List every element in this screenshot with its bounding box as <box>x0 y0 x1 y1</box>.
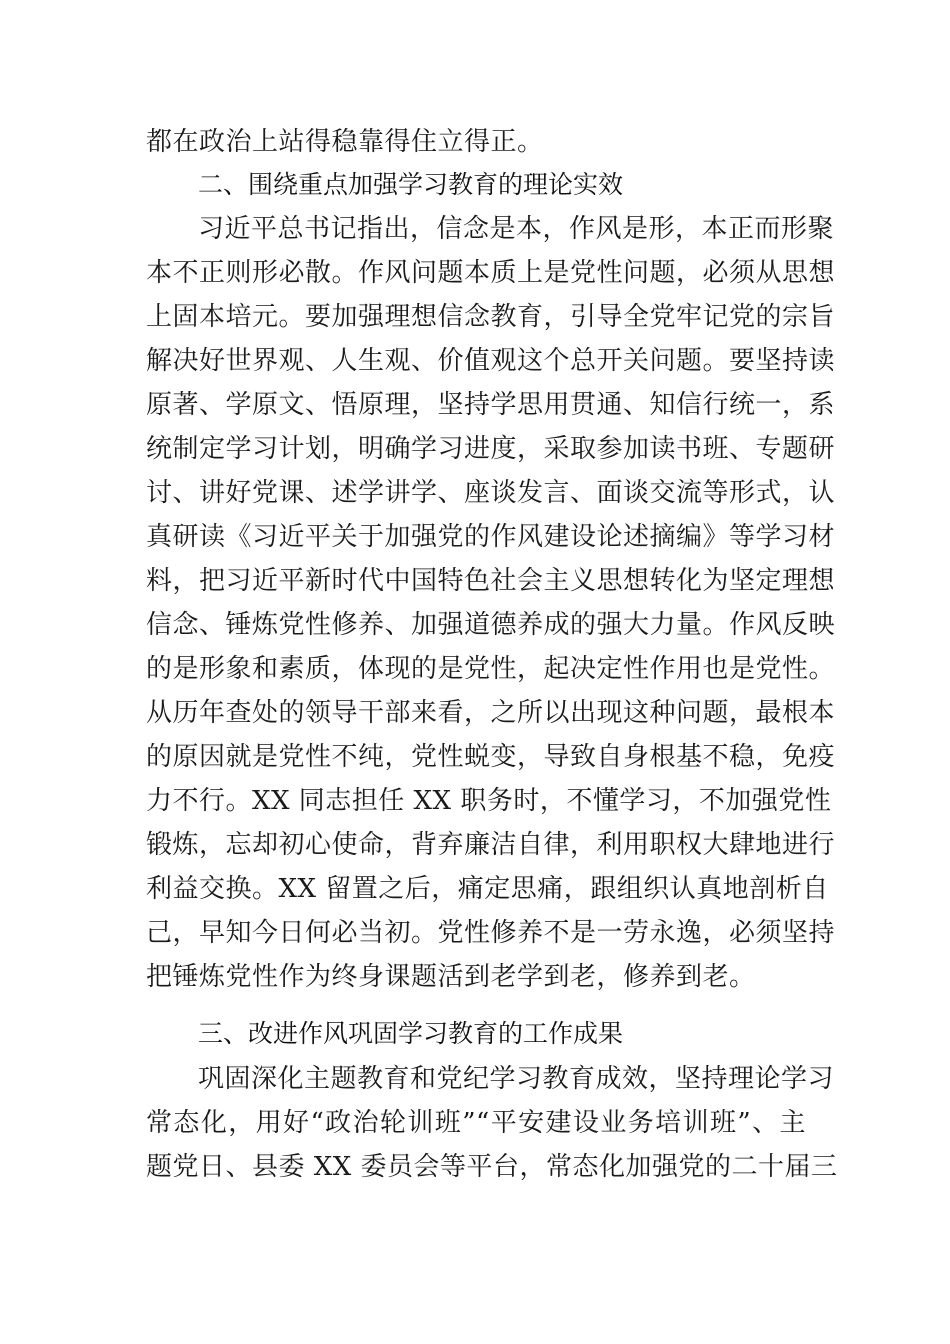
text-line: 料，把习近平新时代中国特色社会主义思想转化为坚定理想 <box>146 566 836 596</box>
text-line: 题党日、县委 XX 委员会等平台，常态化加强党的二十届三 <box>146 1152 838 1182</box>
text-line: 本不正则形必散。作风问题本质上是党性问题，必须从思想 <box>146 258 836 288</box>
section-heading-3: 三、改进作风巩固学习教育的工作成果 <box>198 1019 624 1048</box>
text-line: 信念、锤炼党性修养、加强道德养成的强大力量。作风反映 <box>146 610 836 640</box>
section-heading-2: 二、围绕重点加强学习教育的理论实效 <box>198 170 624 199</box>
text-line: 统制定学习计划，明确学习进度，采取参加读书班、专题研 <box>146 434 836 464</box>
text-line: 真研读《习近平关于加强党的作风建设论述摘编》等学习材 <box>146 522 836 552</box>
text-line: 的原因就是党性不纯，党性蜕变，导致自身根基不稳，免疫 <box>146 742 836 772</box>
text-line: 的是形象和素质，体现的是党性，起决定性作用也是党性。 <box>146 654 836 684</box>
text-line: 把锤炼党性作为终身课题活到老学到老，修养到老。 <box>146 962 756 992</box>
text-line: 利益交换。XX 留置之后，痛定思痛，跟组织认真地剖析自 <box>146 874 829 904</box>
text-line: 原著、学原文、悟原理，坚持学思用贯通、知信行统一，系 <box>146 390 836 420</box>
text-line: 解决好世界观、人生观、价值观这个总开关问题。要坚持读 <box>146 346 836 376</box>
text-line: 讨、讲好党课、述学讲学、座谈发言、面谈交流等形式，认 <box>146 478 836 508</box>
text-line: 力不行。XX 同志担任 XX 职务时，不懂学习，不加强党性 <box>146 786 832 816</box>
text-line: 己，早知今日何必当初。党性修养不是一劳永逸，必须坚持 <box>146 918 836 948</box>
text-line: 锻炼，忘却初心使命，背弃廉洁自律，利用职权大肆地进行 <box>146 830 836 860</box>
text-line: 从历年查处的领导干部来看，之所以出现这种问题，最根本 <box>146 698 836 728</box>
text-line: 常态化，用好“政治轮训班”“平安建设业务培训班”、主 <box>146 1108 806 1138</box>
text-line: 巩固深化主题教育和党纪学习教育成效，坚持理论学习 <box>198 1064 835 1094</box>
text-line: 都在政治上站得稳靠得住立得正。 <box>146 127 544 157</box>
text-line: 习近平总书记指出，信念是本，作风是形，本正而形聚 <box>198 214 835 244</box>
text-line: 上固本培元。要加强理想信念教育，引导全党牢记党的宗旨 <box>146 302 836 332</box>
